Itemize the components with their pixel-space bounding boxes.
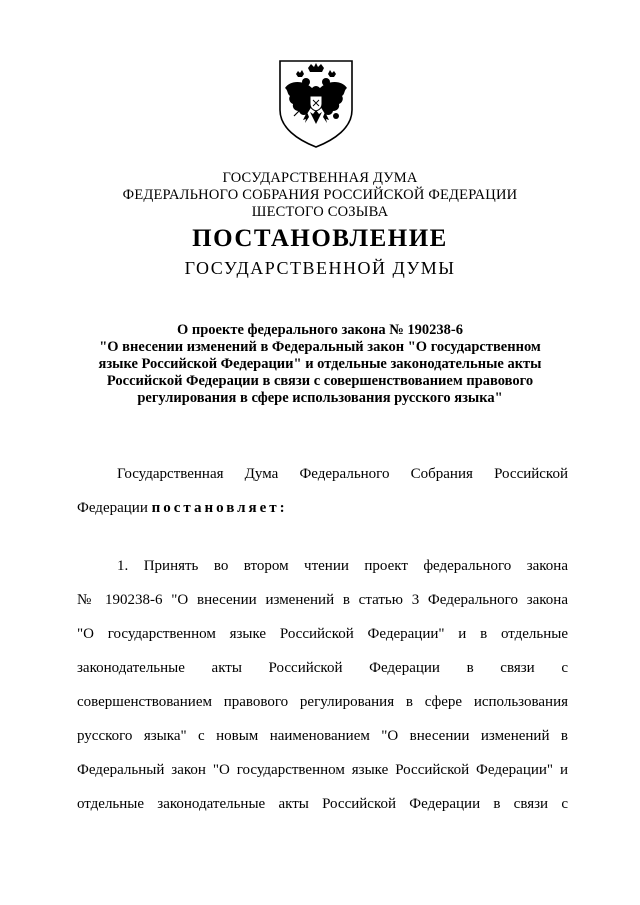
item-1-line: "О государственном языке Российской Федерации" и в отдельные bbox=[77, 626, 568, 642]
item-1-line: № 190238-6 "О внесении изменений в статью 3 Федерального закона bbox=[77, 592, 568, 608]
document-subtitle: ГОСУДАРСТВЕННОЙ ДУМЫ bbox=[184, 258, 456, 278]
caption-line-3: языке Российской Федерации" и отдельные законодательные акты bbox=[98, 356, 542, 372]
caption-line-2: "О внесении изменений в Федеральный закон "О государственном bbox=[99, 339, 541, 355]
issuing-authority bbox=[0, 170, 640, 221]
intro-paragraph bbox=[77, 464, 568, 532]
intro-line-2-prefix: Федерации bbox=[77, 500, 152, 516]
item-1-line: отдельные законодательные акты Российской Федерации в связи с bbox=[77, 796, 568, 812]
caption-line-1: О проекте федерального закона № 190238-6 bbox=[176, 322, 464, 338]
document-title: ПОСТАНОВЛЕНИЕ bbox=[192, 225, 448, 252]
item-1-line: законодательные акты Российской Федерации в связи с bbox=[77, 660, 568, 676]
item-1-paragraph bbox=[77, 556, 568, 828]
item-1-line: 1. Принять во втором чтении проект федерального закона bbox=[117, 558, 568, 574]
document-caption bbox=[60, 322, 580, 407]
caption-line-5: регулирования в сфере использования русского языка" bbox=[137, 390, 503, 406]
intro-line-1: Государственная Дума Федерального Собрания Российской bbox=[117, 466, 568, 482]
item-1-line: Федеральный закон "О государственном языке Российской Федерации" и bbox=[77, 762, 568, 778]
resolves-keyword: постановляет: bbox=[151, 500, 288, 516]
authority-line-3: ШЕСТОГО СОЗЫВА bbox=[251, 204, 389, 220]
authority-line-1: ГОСУДАРСТВЕННАЯ ДУМА bbox=[222, 170, 418, 186]
authority-line-2: ФЕДЕРАЛЬНОГО СОБРАНИЯ РОССИЙСКОЙ ФЕДЕРАЦИИ bbox=[122, 187, 518, 203]
item-1-line: русского языка" с новым наименованием "О внесении изменений в bbox=[77, 728, 568, 744]
russian-coat-of-arms-icon bbox=[276, 58, 356, 150]
caption-line-4: Российской Федерации в связи с совершенствованием правового bbox=[106, 373, 534, 389]
intro-line-2 bbox=[77, 498, 568, 532]
item-1-line: совершенствованием правового регулирования в сфере использования bbox=[77, 694, 568, 710]
